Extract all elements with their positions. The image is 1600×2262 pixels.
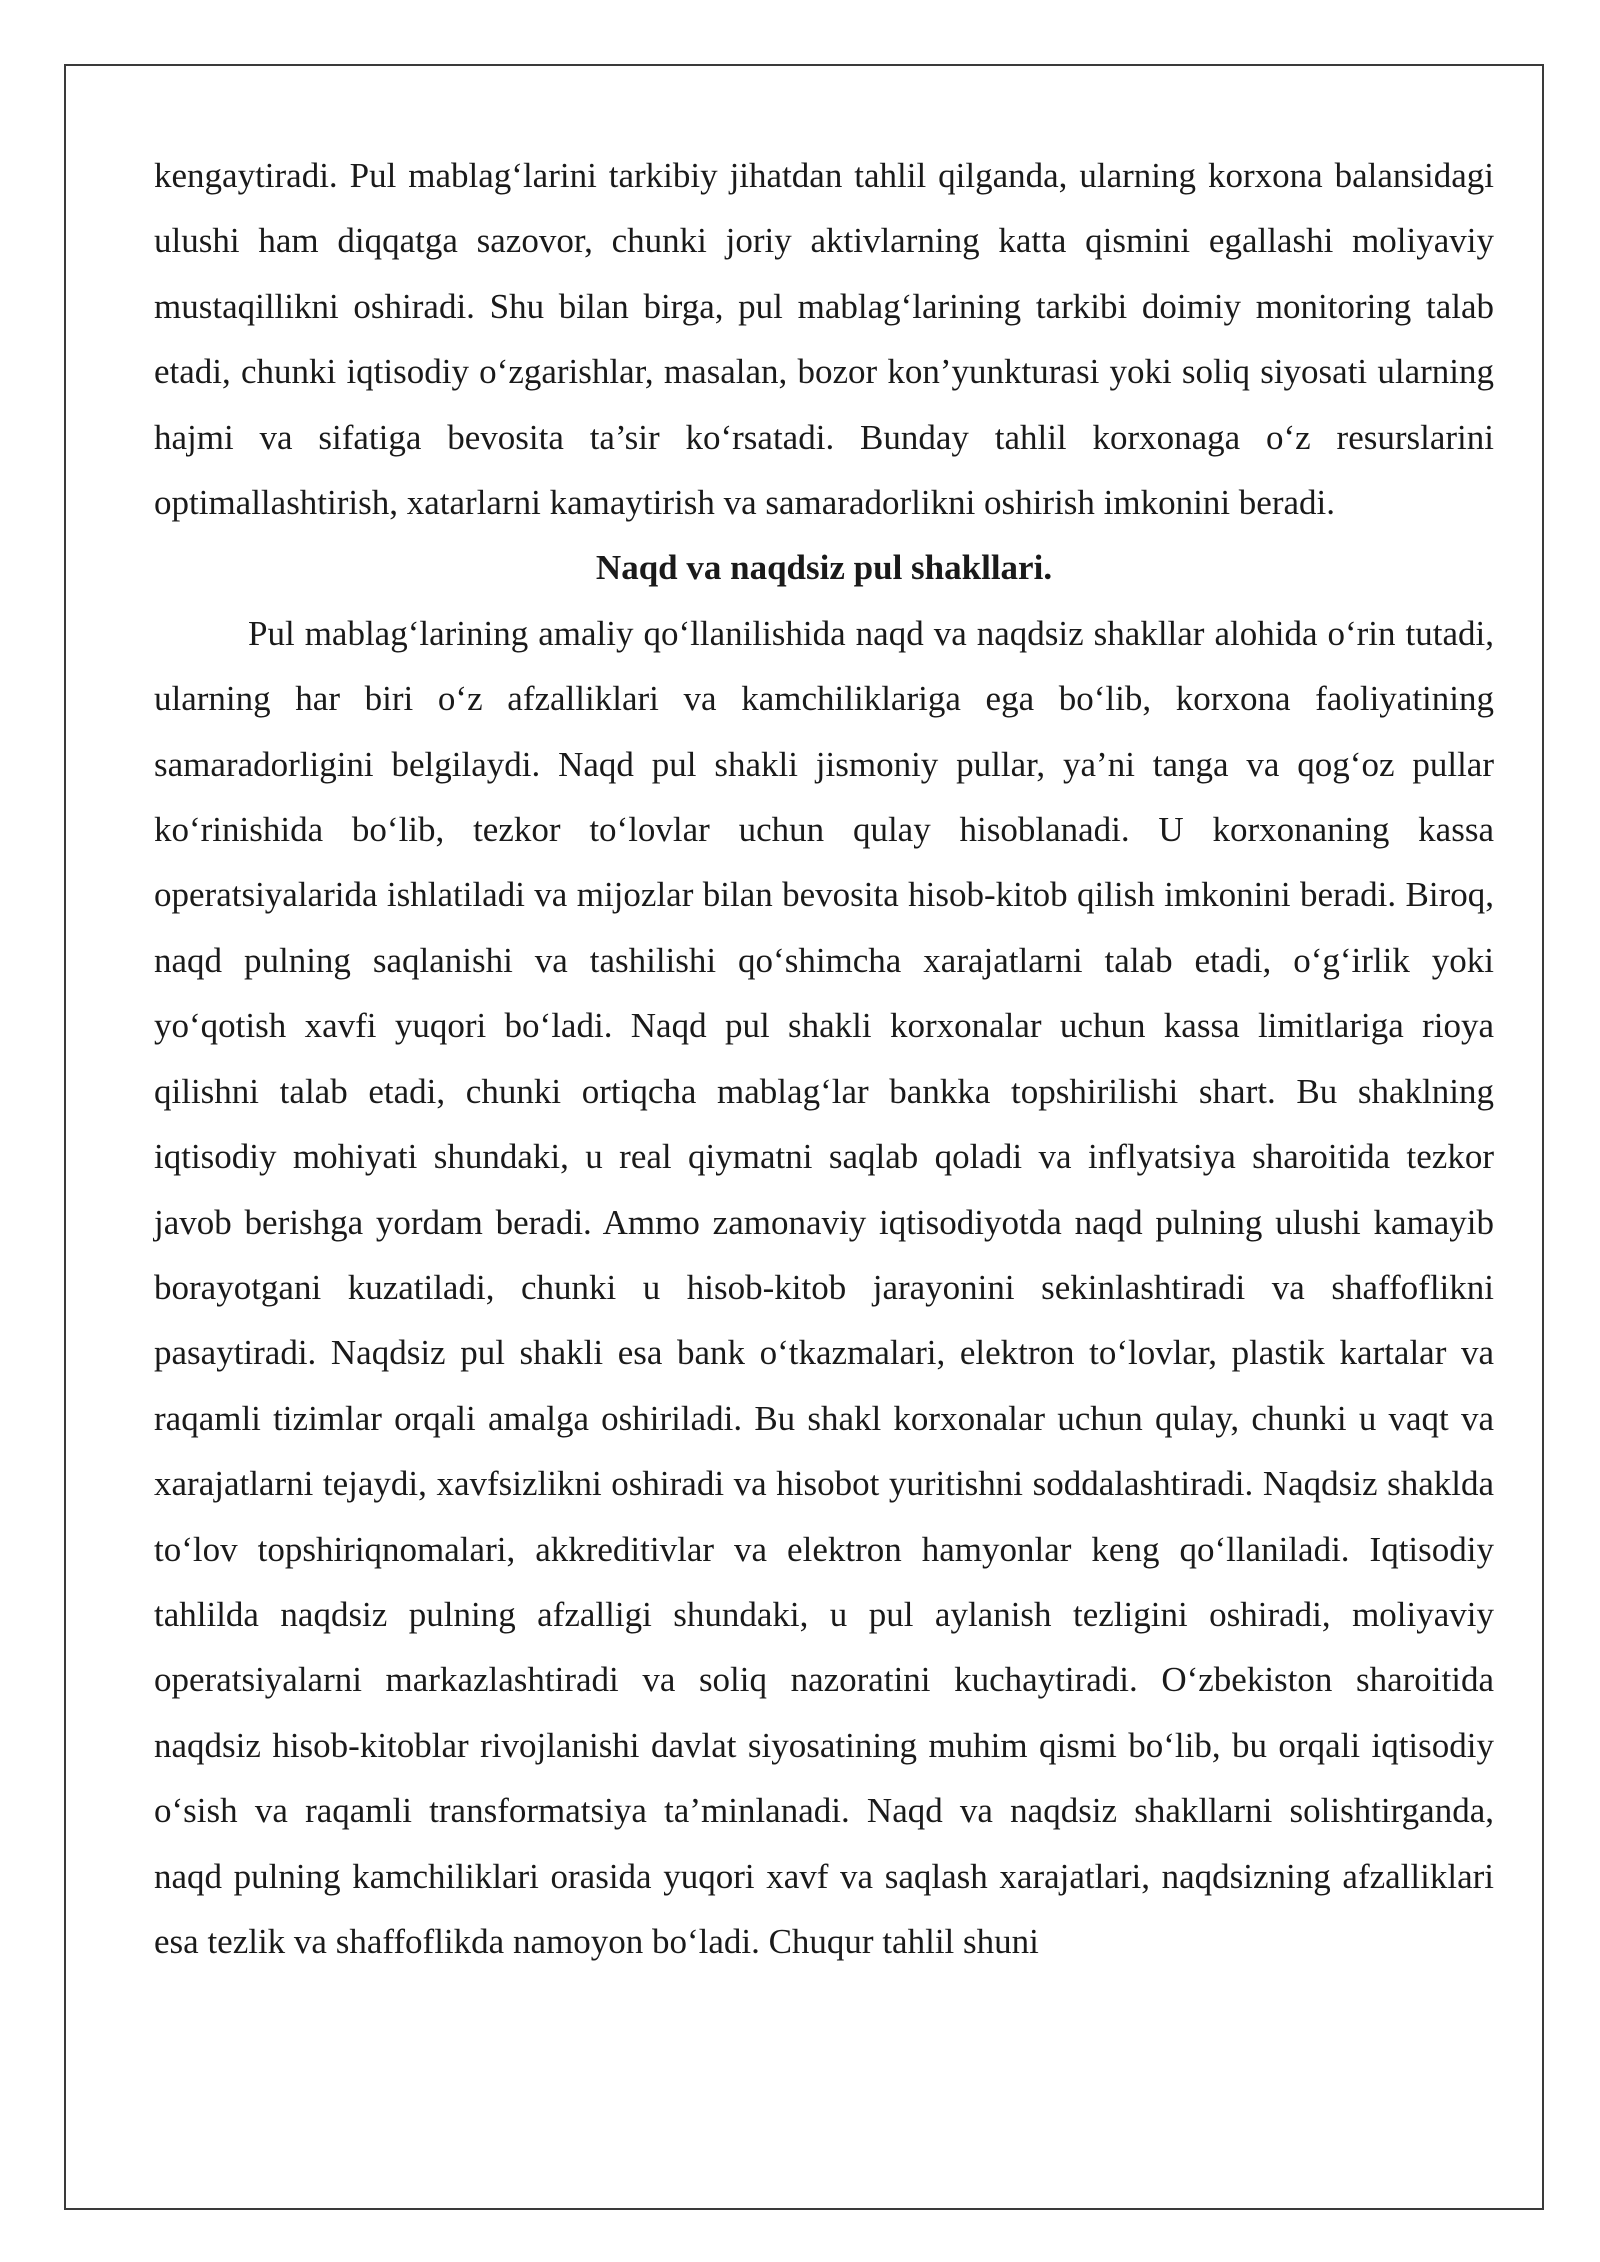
body-paragraph: Pul mablag‘larining amaliy qo‘llanilishida naqd va naqdsiz shakllar alohida o‘rin tutadi, ularning har biri o‘z afzalliklari va kamchiliklariga ega bo‘lib, korxona faoliyatining samaradorligini belgilaydi. Naqd pul shakli jismoniy pullar, ya’ni tanga va qog‘oz pullar ko‘rinishida bo‘lib, tezkor to‘lovlar uchun qulay hisoblanadi. U korxonaning kassa operatsiyalarida ishlatiladi va mijozlar bilan bevosita hisob-kitob qilish imkonini beradi. Biroq, naqd pulning saqlanishi va tashilishi qo‘shimcha xarajatlarni talab etadi, o‘g‘irlik yoki yo‘qotish xavfi yuqori bo‘ladi. Naqd pul shakli korxonalar uchun kassa limitlariga rioya qilishni talab etadi, chunki ortiqcha mablag‘lar bankka topshirilishi shart. Bu shaklning iqtisodiy mohiyati shundaki, u real qiymatni saqlab qoladi va inflyatsiya sharoitida tezkor javob berishga yordam beradi. Ammo zamonaviy iqtisodiyotda naqd pulning ulushi kamayib borayotgani kuzatiladi, chunki u hisob-kitob jarayonini sekinlashtiradi va shaffoflikni pasaytiradi. Naqdsiz pul shakli esa bank o‘tkazmalari, elektron to‘lovlar, plastik kartalar va raqamli tizimlar orqali amalga oshiriladi. Bu shakl korxonalar uchun qulay, chunki u vaqt va xarajatlarni tejaydi, xavfsizlikni oshiradi va hisobot yuritishni soddalashtiradi. Naqdsiz shaklda to‘lov topshiriqnomalari, akkreditivlar va elektron hamyonlar keng qo‘llaniladi. Iqtisodiy tahlilda naqdsiz pulning afzalligi shundaki, u pul aylanish tezligini oshiradi, moliyaviy operatsiyalarni markazlashtiradi va soliq nazoratini kuchaytiradi. O‘zbekiston sharoitida naqdsiz hisob-kitoblar rivojlanishi davlat siyosatining muhim qismi bo‘lib, bu orqali iqtisodiy o‘sish va raqamli transformatsiya ta’minlanadi. Naqd va naqdsiz shakllarni solishtirganda, naqd pulning kamchiliklari orasida yuqori xavf va saqlash xarajatlari, naqdsizning afzalliklari esa tezlik va shaffoflikda namoyon bo‘ladi. Chuqur tahlil shuni xyxy=(154,613,1494,1961)
section-heading: Naqd va naqdsiz pul shakllari. xyxy=(595,548,1053,588)
intro-paragraph: kengaytiradi. Pul mablag‘larini tarkibiy jihatdan tahlil qilganda, ularning korxona balansidagi ulushi ham diqqatga sazovor, chunki joriy aktivlarning katta qismini egallashi moliyaviy mustaqillikni oshiradi. Shu bilan birga, pul mablag‘larining tarkibi doimiy monitoring talab etadi, chunki iqtisodiy o‘zgarishlar, masalan, bozor kon’yunkturasi yoki soliq siyosati ularning hajmi va sifatiga bevosita ta’sir ko‘rsatadi. Bunday tahlil korxonaga o‘z resurslarini optimallashtirish, xatarlarni kamaytirish va samaradorlikni oshirish imkonini beradi. xyxy=(154,156,1494,523)
document-body xyxy=(154,143,1494,1974)
